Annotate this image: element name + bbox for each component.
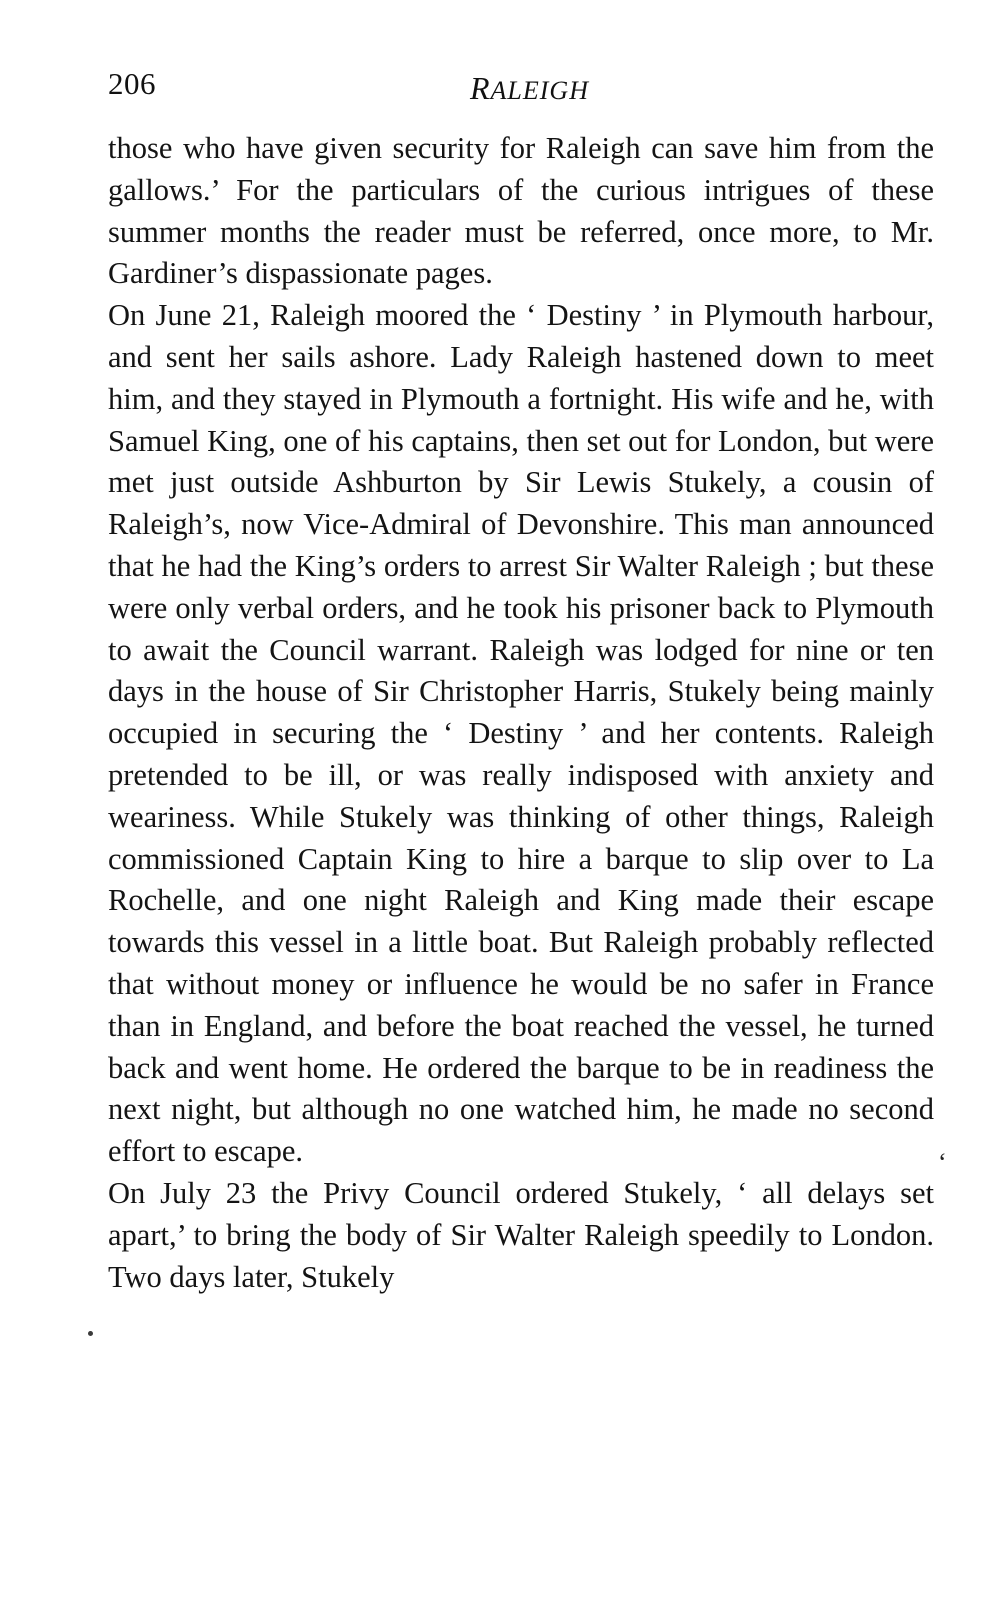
page-number: 206: [108, 66, 156, 101]
running-title-rest: ALEIGH: [490, 76, 589, 105]
paragraph: On June 21, Raleigh moored the ‘ Destiny ’ in Plymouth harbour, and sent her sails ashore. Lady Raleigh hastened down to meet him, and they stayed in Plymouth a fortnight. His wife and he, with Samuel King, one of his captains, then set out for London, but were met just outside Ashburton by Sir Lewis Stukely, a cousin of Raleigh’s, now Vice-Admiral of Devonshire. This man announced that he had the King’s orders to arrest Sir Walter Raleigh ; but these were only verbal orders, and he took his prisoner back to Plymouth to await the Council warrant. Raleigh was lodged for nine or ten days in the house of Sir Christopher Harris, Stukely being mainly occupied in securing the ‘ Destiny ’ and her contents. Raleigh pretended to be ill, or was really indisposed with anxiety and weariness. While Stukely was thinking of other things, Raleigh commissioned Captain King to hire a barque to slip over to La Rochelle, and one night Raleigh and King made their escape towards this vessel in a little boat. But Raleigh probably reflected that without money or influence he would be no safer in France than in England, and before the boat reached the vessel, he turned back and went home. He ordered the barque to be in readiness the next night, but although no one watched him, he made no second effort to escape.: [108, 298, 934, 1169]
page-header: [108, 60, 933, 118]
running-title-initial: R: [470, 70, 491, 106]
paragraph: On July 23 the Privy Council ordered Stukely, ‘ all delays set apart,’ to bring the body of Sir Walter Raleigh speedily to London. Two days later, Stukely: [108, 1175, 934, 1294]
ink-speck: [88, 1331, 93, 1336]
margin-ink-mark: ‘: [938, 1148, 947, 1177]
running-title: [108, 70, 933, 107]
paragraph: those who have given security for Raleigh can save him from the gallows.’ For the particulars of the curious intrigues of these summer months the reader must be referred, once more, to Mr. Gardiner’s dispassionate pages.: [108, 131, 934, 291]
page-body: [108, 128, 934, 1298]
